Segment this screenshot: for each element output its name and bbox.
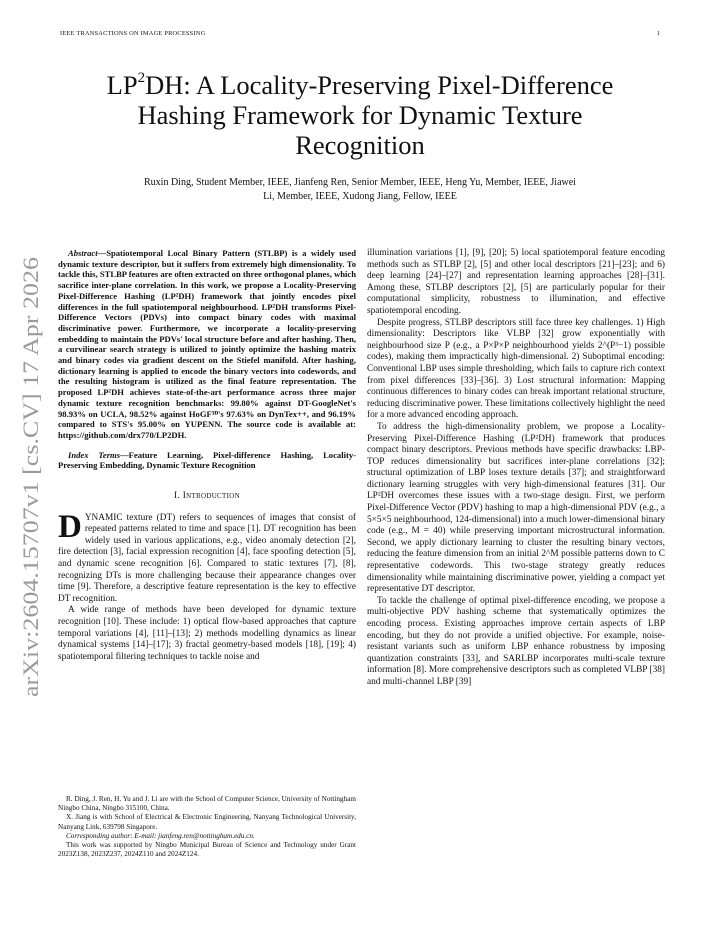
footnote-affiliation-1: R. Ding, J. Ren, H. Yu and J. Li are with the School of Computer Science, University of Nottingham Ningbo China, Ningbo 315100, China. xyxy=(58,795,356,813)
intro-paragraph-2: A wide range of methods have been developed for dynamic texture recognition [10]. These include: 1) optical flow-based approaches that capture temporal variations [4], [11]–[13]; 2) methods modelling dynamics as linear dynamical systems [14]–[17]; 3) fractal geometry-based models [18], [19]; 4) spatiotemporal filtering techniques to tackle noise and xyxy=(58,605,356,662)
body-paragraph-4: To tackle the challenge of optimal pixel-difference encoding, we propose a multi-objective PDV hashing scheme that systematically optimizes the encoding process. Existing approaches improve certain aspects of LBP encoding, but they do not provide a unified objective. For example, noise-resistant variants such as uniform LBP enhance robustness by imposing quantization constraints [33], and SARLBP incorporates multi-scale texture information [8]. More comprehensive descriptors such as completed VLBP [38] and multi-channel LBP [39] xyxy=(367,595,665,687)
index-terms: Index Terms—Feature Learning, Pixel-difference Hashing, Locality-Preserving Embedding, Dynamic Texture Recognition xyxy=(58,449,357,471)
body-paragraph-3: To address the high-dimensionality problem, we propose a Locality-Preserving Pixel-Difference Hashing (LP²DH) framework that produces compact binary descriptors. Previous methods have specific drawbacks: LBP-TOP reduces dimensionality but sacrifices inter-plane correlations [32]; structural optimization of LBP loses texture details [37]; and straightforward dictionary learning struggles with very high-dimensional features [31]. Our LP²DH overcomes these issues with a two-stage design. First, we perform Pixel-Difference Vector (PDV) hashing to map a high-dimensional PDV (e.g., a 5×5×5 neighbourhood, 124-dimensional) into a much lower-dimensional binary code (e.g., M = 40) while preserving important microstructural information. Second, we apply dictionary learning to cluster the resulting binary vectors, reducing the feature dimension from an initial 2^M possible patterns down to C representative codewords. This two-stage strategy greatly reduces dimensionality while maintaining discriminative power, yielding a compact yet representative DT descriptor. xyxy=(367,421,665,595)
footnote-funding: This work was supported by Ningbo Municipal Bureau of Science and Technology under Grant 2023Z138, 2023Z237, 2024Z110 and 2024Z124. xyxy=(58,841,356,859)
left-column xyxy=(58,248,356,663)
right-column xyxy=(367,248,665,689)
abstract: Abstract—Spatiotemporal Local Binary Pattern (STLBP) is a widely used dynamic texture descriptor, but it suffers from extremely high dimensionality. To tackle this, STLBP features are often extracted on three orthogonal planes, which sacrifice inter-plane correlation. In this work, we propose a Locality-Preserving Pixel-Difference Hashing (LP²DH) framework that jointly encodes pixel differences in the full spatiotemporal neighbourhood. LP²DH transforms Pixel-Difference Vectors (PDVs) into compact binary codes with maximal discriminative power. Furthermore, we incorporate a locality-preserving embedding to maintain the PDVs' local structure before and after hashing. Then, a curvilinear search strategy is utilized to jointly optimize the hashing matrix and binary codes via gradient descent on the Stiefel manifold. After hashing, dictionary learning is applied to encode the binary vectors into codewords, and the resulting histogram is utilized as the final feature representation. The proposed LP²DH achieves state-of-the-art performance across three major dynamic texture recognition benchmarks: 99.80% against DT-GoogleNet's 98.93% on UCLA, 98.52% against HoGF³ᴰ's 97.63% on DynTex++, and 96.19% compared to STS's 95.00% on YUPENN. The source code is available at: https://github.com/drx770/LP2DH. xyxy=(58,248,356,440)
footnotes xyxy=(58,795,356,859)
footnote-affiliation-2: X. Jiang is with School of Electrical & Electronic Engineering, Nanyang Technological University, Nanyang Link, 639798 Singapore. xyxy=(58,813,356,831)
page-number: 1 xyxy=(656,30,660,37)
body-paragraph-1: illumination variations [1], [9], [20]; 5) local spatiotemporal feature encoding methods such as STLBP [2], [5] and other local descriptors [21]–[23]; and 6) deep learning [24]–[27] and representation learning approaches [28]–[31]. Among these, STLBP descriptors [2], [5] are particularly popular for their computational simplicity, robustness to illumination, and effective spatiotemporal encoding. xyxy=(367,248,665,316)
running-header: IEEE TRANSACTIONS ON IMAGE PROCESSING xyxy=(60,30,206,37)
drop-cap: D xyxy=(58,508,82,545)
body-paragraph-2: Despite progress, STLBP descriptors still face three key challenges. 1) High dimensionality: Descriptors like VLBP [32] grow exponentially with neighbourhood size P (e.g., a P×P×P neighbourhood yields 2^(P³−1) possible codes), making them impractically high-dimensional. 2) Suboptimal encoding: Conventional LBP uses simple thresholding, which fails to capture rich context from pixel differences [33]–[36]. 3) Lost structural information: Mapping continuous differences to binary codes can break important relational structure, reducing discriminative power. These limitations collectively highlight the need for a more advanced encoding approach. xyxy=(367,317,665,421)
section-heading: I. Introduction xyxy=(174,491,240,502)
arxiv-stamp-text: arXiv:2604.15707v1 [cs.CV] 17 Apr 2026 xyxy=(18,315,43,697)
footnote-corresponding: Corresponding author: E-mail: jianfeng.ren@nottingham.edu.cn. xyxy=(66,831,255,840)
paper-title: $LP^2DH$: A Locality-Preserving Pixel-Difference Hashing Framework for Dynamic Texture Recognition xyxy=(106,69,614,160)
intro-paragraph-1: DYNAMIC texture (DT) refers to sequences of images that consist of repeated patterns related to time and space [1]. DT recognition has been widely used in various applications, e.g., video anomaly detection [2], fire detection [3], facial expression recognition [4], face spoofing detection [5], and dynamic scene recognition [6]. Compared to static textures [7], [8], recognizing DTs is more challenging because their appearance changes over time [9]. Therefore, a descriptive feature representation is the key to effective DT recognition. xyxy=(58,508,356,604)
author-list: Ruxin Ding, Student Member, IEEE, Jianfeng Ren, Senior Member, IEEE, Heng Yu, Member, IEEE, Jiawei Li, Member, IEEE, Xudong Jiang, Fellow, IEEE xyxy=(144,177,576,202)
arxiv-stamp xyxy=(8,255,48,705)
